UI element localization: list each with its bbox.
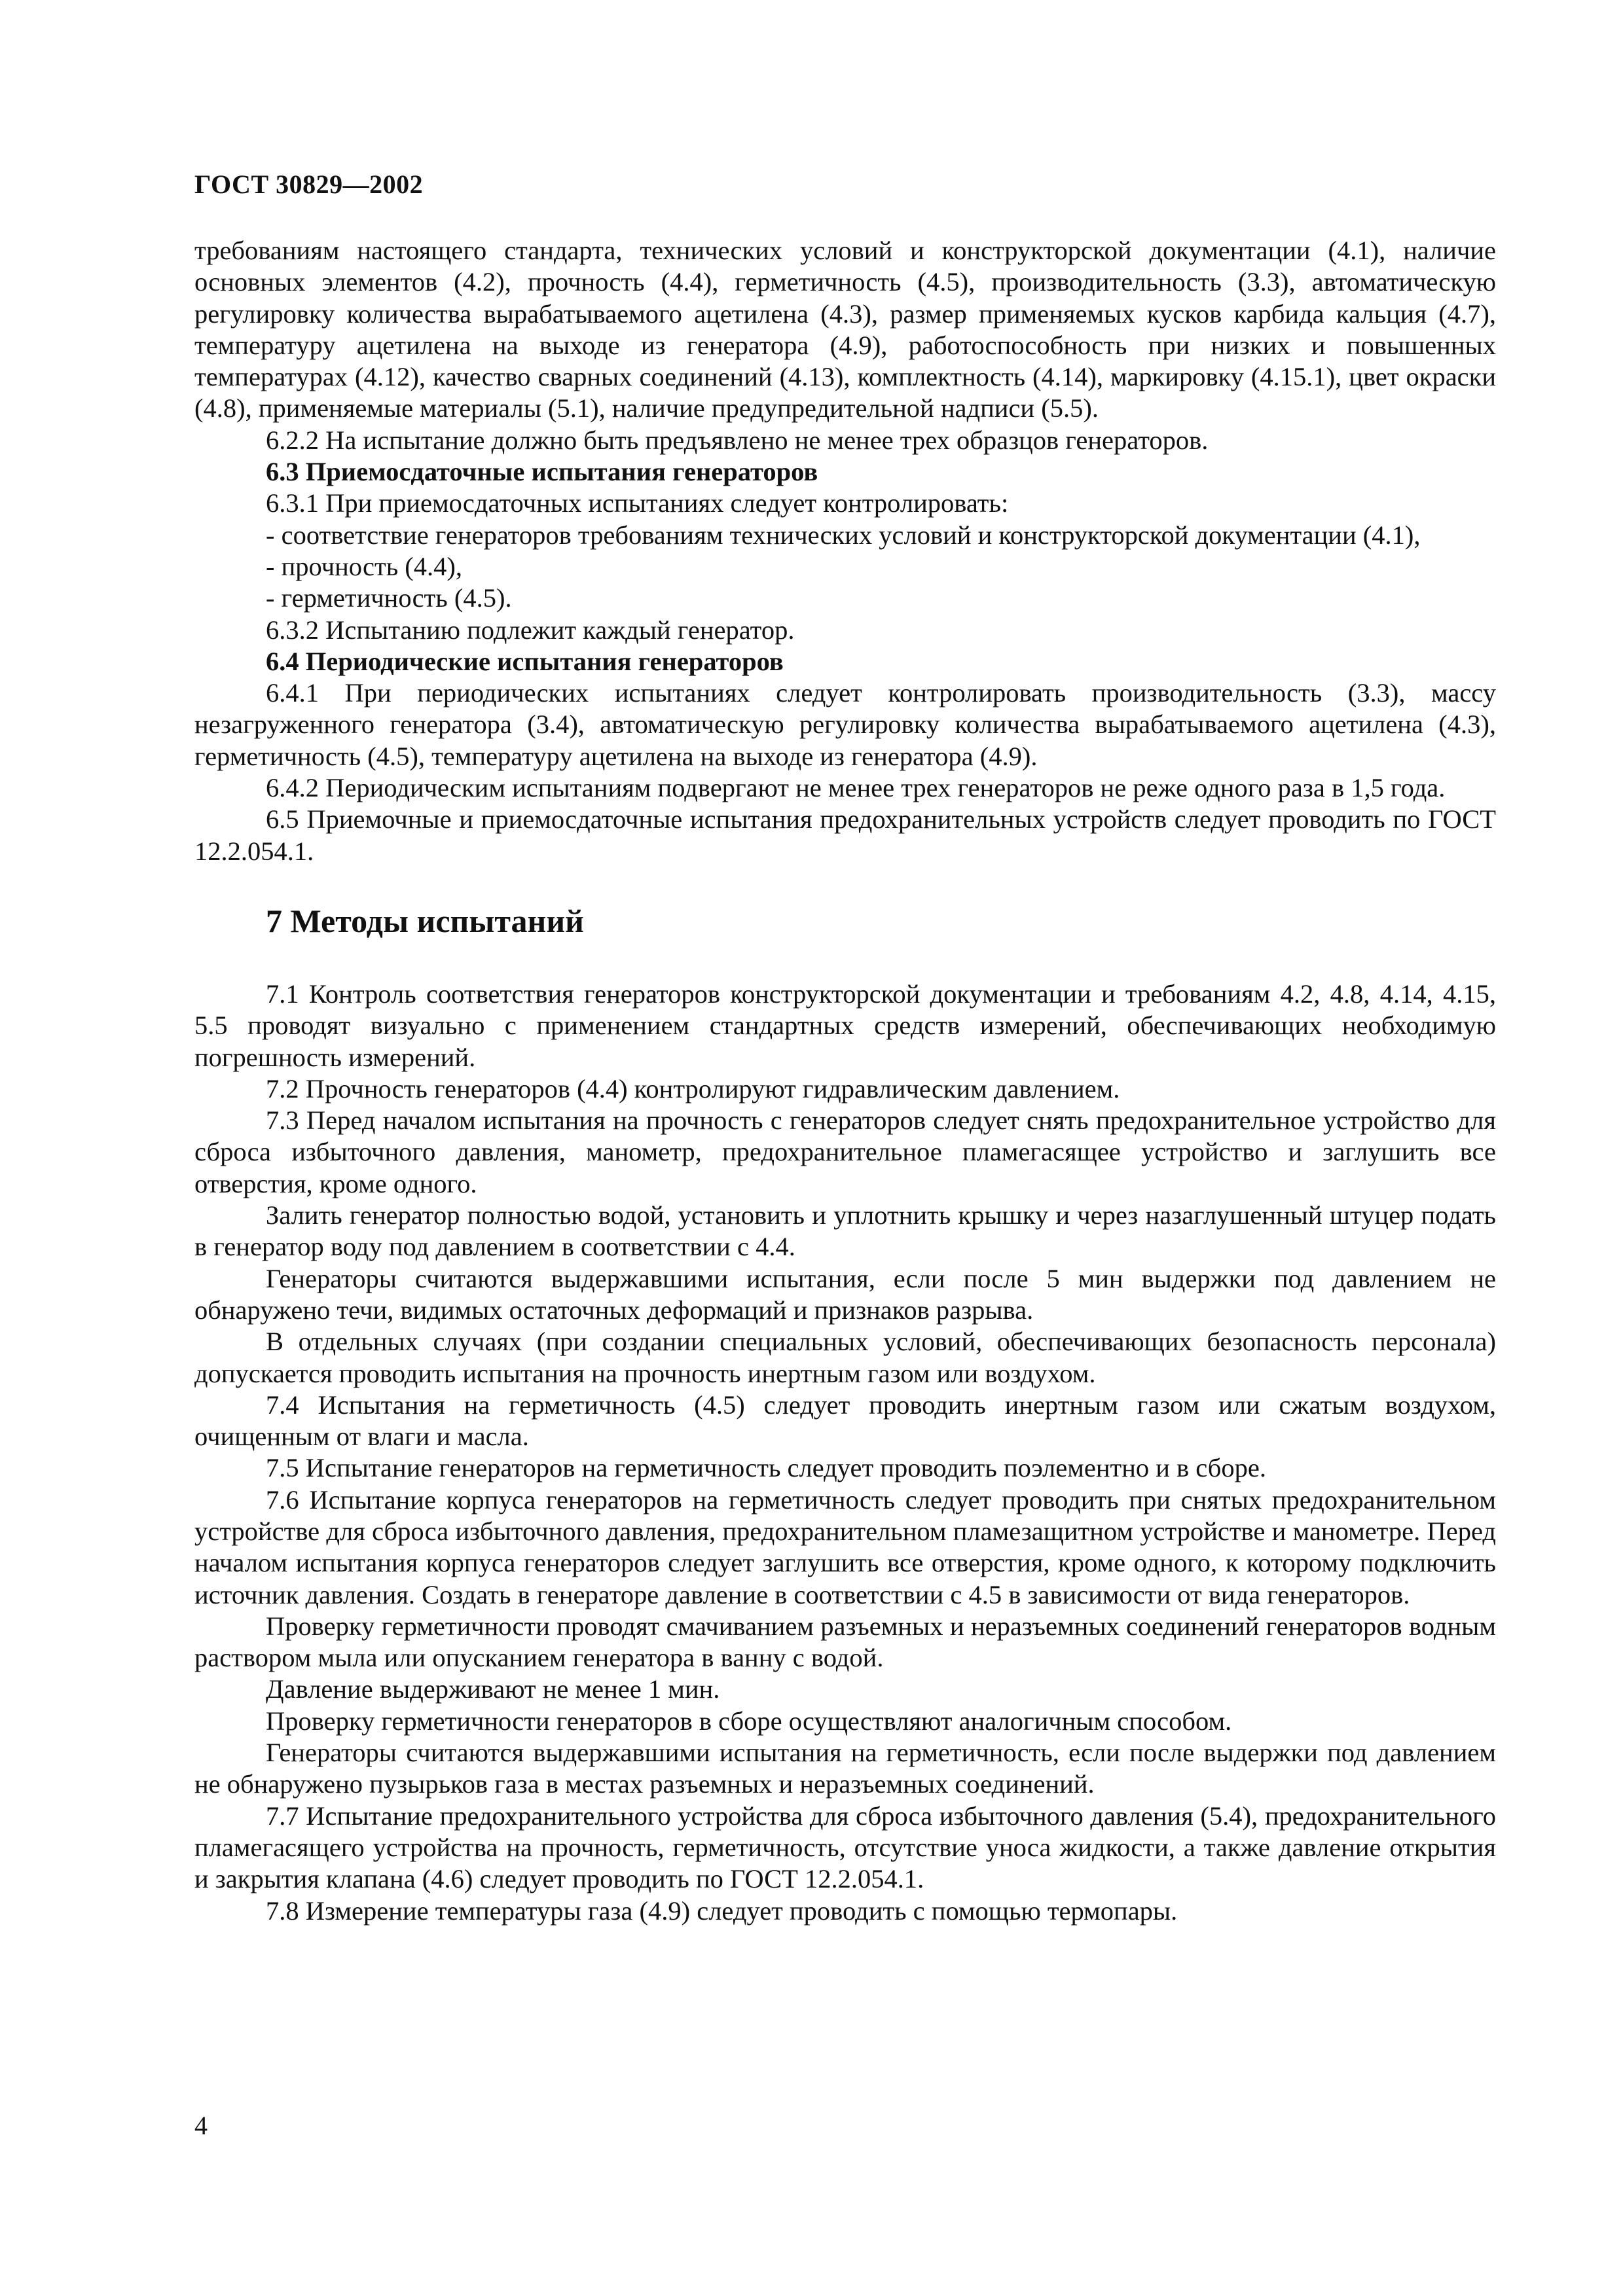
- paragraph: Давление выдерживают не менее 1 мин.: [266, 1674, 720, 1704]
- paragraph: 6.2.2 На испытание должно быть предъявлено не менее трех образцов генераторов.: [266, 425, 1209, 455]
- paragraph: - прочность (4.4),: [266, 551, 463, 581]
- section-heading: 7 Методы испытаний: [266, 902, 584, 939]
- paragraph: 6.5 Приемочные и приемосдаточные испытания предохранительных устройств следует проводить по ГОСТ 12.2.054.1.: [194, 804, 1496, 866]
- document-header: ГОСТ 30829—2002: [194, 170, 424, 199]
- paragraph: 6.3.1 При приемосдаточных испытаниях следует контролировать:: [266, 488, 1009, 518]
- paragraph: Проверку герметичности генераторов в сборе осуществляют аналогичным способом.: [266, 1706, 1232, 1736]
- paragraph: 7.5 Испытание генераторов на герметичность следует проводить поэлементно и в сборе.: [266, 1453, 1266, 1483]
- paragraph: 7.2 Прочность генераторов (4.4) контролируют гидравлическим давлением.: [266, 1073, 1120, 1103]
- paragraph: 7.8 Измерение температуры газа (4.9) следует проводить с помощью термопары.: [266, 1895, 1178, 1926]
- paragraph: Залить генератор полностью водой, установить и уплотнить крышку и через назаглушенный штуцер подать в генератор воду под давлением в соответствии с 4.4.: [194, 1200, 1496, 1262]
- paragraph: 6.4.1 При периодических испытаниях следует контролировать производительность (3.3), массу незагруженного генератора (3.4), автоматическую регулировку количества вырабатываемого ацетилена (4.3), герметичность (4.5), температуру ацетилена на выходе из генератора (4.9).: [194, 678, 1496, 771]
- paragraph: - соответствие генераторов требованиям технических условий и конструкторской документации (4.1),: [266, 520, 1421, 550]
- paragraph: 7.7 Испытание предохранительного устройства для сброса избыточного давления (5.4), предохранительного пламегасящего устройства на прочность, герметичность, отсутствие уноса жидкости, а также давление открытия и закрытия клапана (4.6) следует проводить по ГОСТ 12.2.054.1.: [194, 1801, 1496, 1894]
- paragraph: - герметичность (4.5).: [266, 583, 512, 613]
- paragraph: 7.3 Перед началом испытания на прочность с генераторов следует снять предохранительное устройство для сброса избыточного давления, манометр, предохранительное пламегасящее устройство и заглушить все отверстия, кроме одного.: [194, 1105, 1496, 1198]
- paragraph: 7.1 Контроль соответствия генераторов конструкторской документации и требованиям 4.2, 4.8, 4.14, 4.15, 5.5 проводят визуально с применением стандартных средств измерений, обеспечивающих необходимую погрешность измерений.: [194, 978, 1496, 1072]
- document-body: [194, 235, 1496, 1927]
- paragraph: 7.4 Испытания на герметичность (4.5) следует проводить инертным газом или сжатым воздухом, очищенным от влаги и масла.: [194, 1390, 1496, 1452]
- paragraph: Генераторы считаются выдержавшими испытания на герметичность, если после выдержки под давлением не обнаружено пузырьков газа в местах разъемных и неразъемных соединений.: [194, 1738, 1496, 1799]
- paragraph: 6.4.2 Периодическим испытаниям подвергают не менее трех генераторов не реже одного раза в 1,5 года.: [266, 773, 1446, 803]
- paragraph: В отдельных случаях (при создании специальных условий, обеспечивающих безопасность персонала) допускается проводить испытания на прочность инертным газом или воздухом.: [194, 1327, 1496, 1388]
- paragraph: 6.3.2 Испытанию подлежит каждый генератор.: [266, 615, 795, 645]
- page-number: 4: [194, 2111, 208, 2140]
- paragraph-continuation: требованиям настоящего стандарта, технических условий и конструкторской документации (4.1), наличие основных элементов (4.2), прочность (4.4), герметичность (4.5), производительность (3.3), автоматическую регулировку количества вырабатываемого ацетилена (4.3), размер применяемых кусков карбида кальция (4.7), температуру ацетилена на выходе из генератора (4.9), работоспособность при низких и повышенных температурах (4.12), качество сварных соединений (4.13), комплектность (4.14), маркировку (4.15.1), цвет окраски (4.8), применяемые материалы (5.1), наличие предупредительной надписи (5.5).: [194, 236, 1496, 423]
- paragraph: Проверку герметичности проводят смачиванием разъемных и неразъемных соединений генераторов водным раствором мыла или опусканием генератора в ванну с водой.: [194, 1611, 1496, 1673]
- paragraph: 7.6 Испытание корпуса генераторов на герметичность следует проводить при снятых предохранительном устройстве для сброса избыточного давления, предохранительном пламезащитном устройстве и манометре. Перед началом испытания корпуса генераторов следует заглушить все отверстия, кроме одного, к которому подключить источник давления. Создать в генераторе давление в соответствии с 4.5 в зависимости от вида генераторов.: [194, 1484, 1496, 1609]
- subsection-heading: 6.3 Приемосдаточные испытания генераторов: [266, 457, 818, 487]
- paragraph: Генераторы считаются выдержавшими испытания, если после 5 мин выдержки под давлением не обнаружено течи, видимых остаточных деформаций и признаков разрыва.: [194, 1263, 1496, 1325]
- subsection-heading: 6.4 Периодические испытания генераторов: [266, 646, 784, 676]
